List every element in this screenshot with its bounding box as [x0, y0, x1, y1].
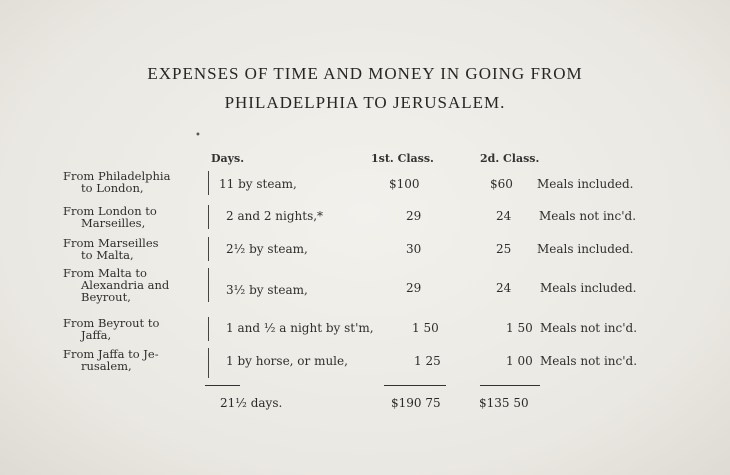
- row-2-first-class: 29: [406, 209, 422, 223]
- row-4-second-class: 24: [496, 281, 512, 295]
- row-4-brace: [208, 268, 216, 302]
- row-5-days: 1 and ½ a night by st'm,: [226, 321, 374, 335]
- row-1-place-line-2: to London,: [81, 181, 144, 195]
- row-5-place-line-2: Jaffa,: [81, 328, 112, 342]
- second-class-total-rule: [480, 385, 540, 386]
- row-6-place-line-2: rusalem,: [81, 359, 132, 373]
- row-4-place-line-1: From Malta to: [63, 266, 147, 280]
- row-3-brace: [208, 237, 216, 261]
- row-2-brace: [208, 205, 216, 229]
- row-4-first-class: 29: [406, 281, 422, 295]
- row-2-days: 2 and 2 nights,*: [226, 209, 324, 223]
- row-5-first-class: 1 50: [412, 321, 439, 335]
- row-3-place: [63, 237, 203, 261]
- days-total: 21½ days.: [220, 396, 283, 410]
- header-second-class: 2d. Class.: [480, 152, 540, 165]
- first-class-total: $190 75: [391, 396, 441, 410]
- row-6-second-class: 1 00: [506, 354, 533, 368]
- row-1-note: Meals included.: [537, 177, 634, 191]
- row-1-first-class: $100: [389, 177, 420, 191]
- second-class-total: $135 50: [479, 396, 529, 410]
- row-4-place-line-2: Alexandria and: [81, 278, 170, 292]
- row-1-place: [63, 170, 203, 194]
- row-4-place: [63, 267, 203, 303]
- row-6-note: Meals not inc'd.: [540, 354, 638, 368]
- row-3-place-line-2: to Malta,: [81, 248, 134, 262]
- row-6-place: [63, 348, 203, 372]
- row-3-note: Meals included.: [537, 242, 634, 256]
- row-1-brace: [208, 171, 216, 195]
- row-6-first-class: 1 25: [414, 354, 441, 368]
- row-2-place: [63, 205, 203, 229]
- row-6-days: 1 by horse, or mule,: [226, 354, 348, 368]
- row-5-brace: [208, 317, 216, 341]
- row-4-days: 3½ by steam,: [226, 283, 308, 297]
- row-6-place-line-1: From Jaffa to Je-: [63, 347, 159, 361]
- row-4-place-line-3: Beyrout,: [81, 290, 131, 304]
- row-5-second-class: 1 50: [506, 321, 533, 335]
- row-3-place-line-1: From Marseilles: [63, 236, 159, 250]
- stray-mark: •: [195, 130, 201, 141]
- row-6-brace: [208, 348, 216, 378]
- row-2-second-class: 24: [496, 209, 512, 223]
- row-5-place: [63, 317, 203, 341]
- row-3-second-class: 25: [496, 242, 512, 256]
- row-5-place-line-1: From Beyrout to: [63, 316, 160, 330]
- row-4-note: Meals included.: [540, 281, 637, 295]
- row-1-place-line-1: From Philadelphia: [63, 169, 171, 183]
- row-3-days: 2½ by steam,: [226, 242, 308, 256]
- row-2-place-line-1: From London to: [63, 204, 157, 218]
- row-1-second-class: $60: [490, 177, 513, 191]
- days-total-rule: [205, 385, 240, 386]
- first-class-total-rule: [384, 385, 446, 386]
- row-3-first-class: 30: [406, 242, 422, 256]
- row-2-note: Meals not inc'd.: [539, 209, 637, 223]
- title-line-1: EXPENSES OF TIME AND MONEY IN GOING FROM: [147, 64, 583, 83]
- title-line-2: PHILADELPHIA TO JERUSALEM.: [224, 93, 506, 112]
- row-1-days: 11 by steam,: [219, 177, 297, 191]
- row-5-note: Meals not inc'd.: [540, 321, 638, 335]
- row-2-place-line-2: Marseilles,: [81, 216, 146, 230]
- header-days: Days.: [211, 152, 245, 165]
- header-first-class: 1st. Class.: [371, 152, 434, 165]
